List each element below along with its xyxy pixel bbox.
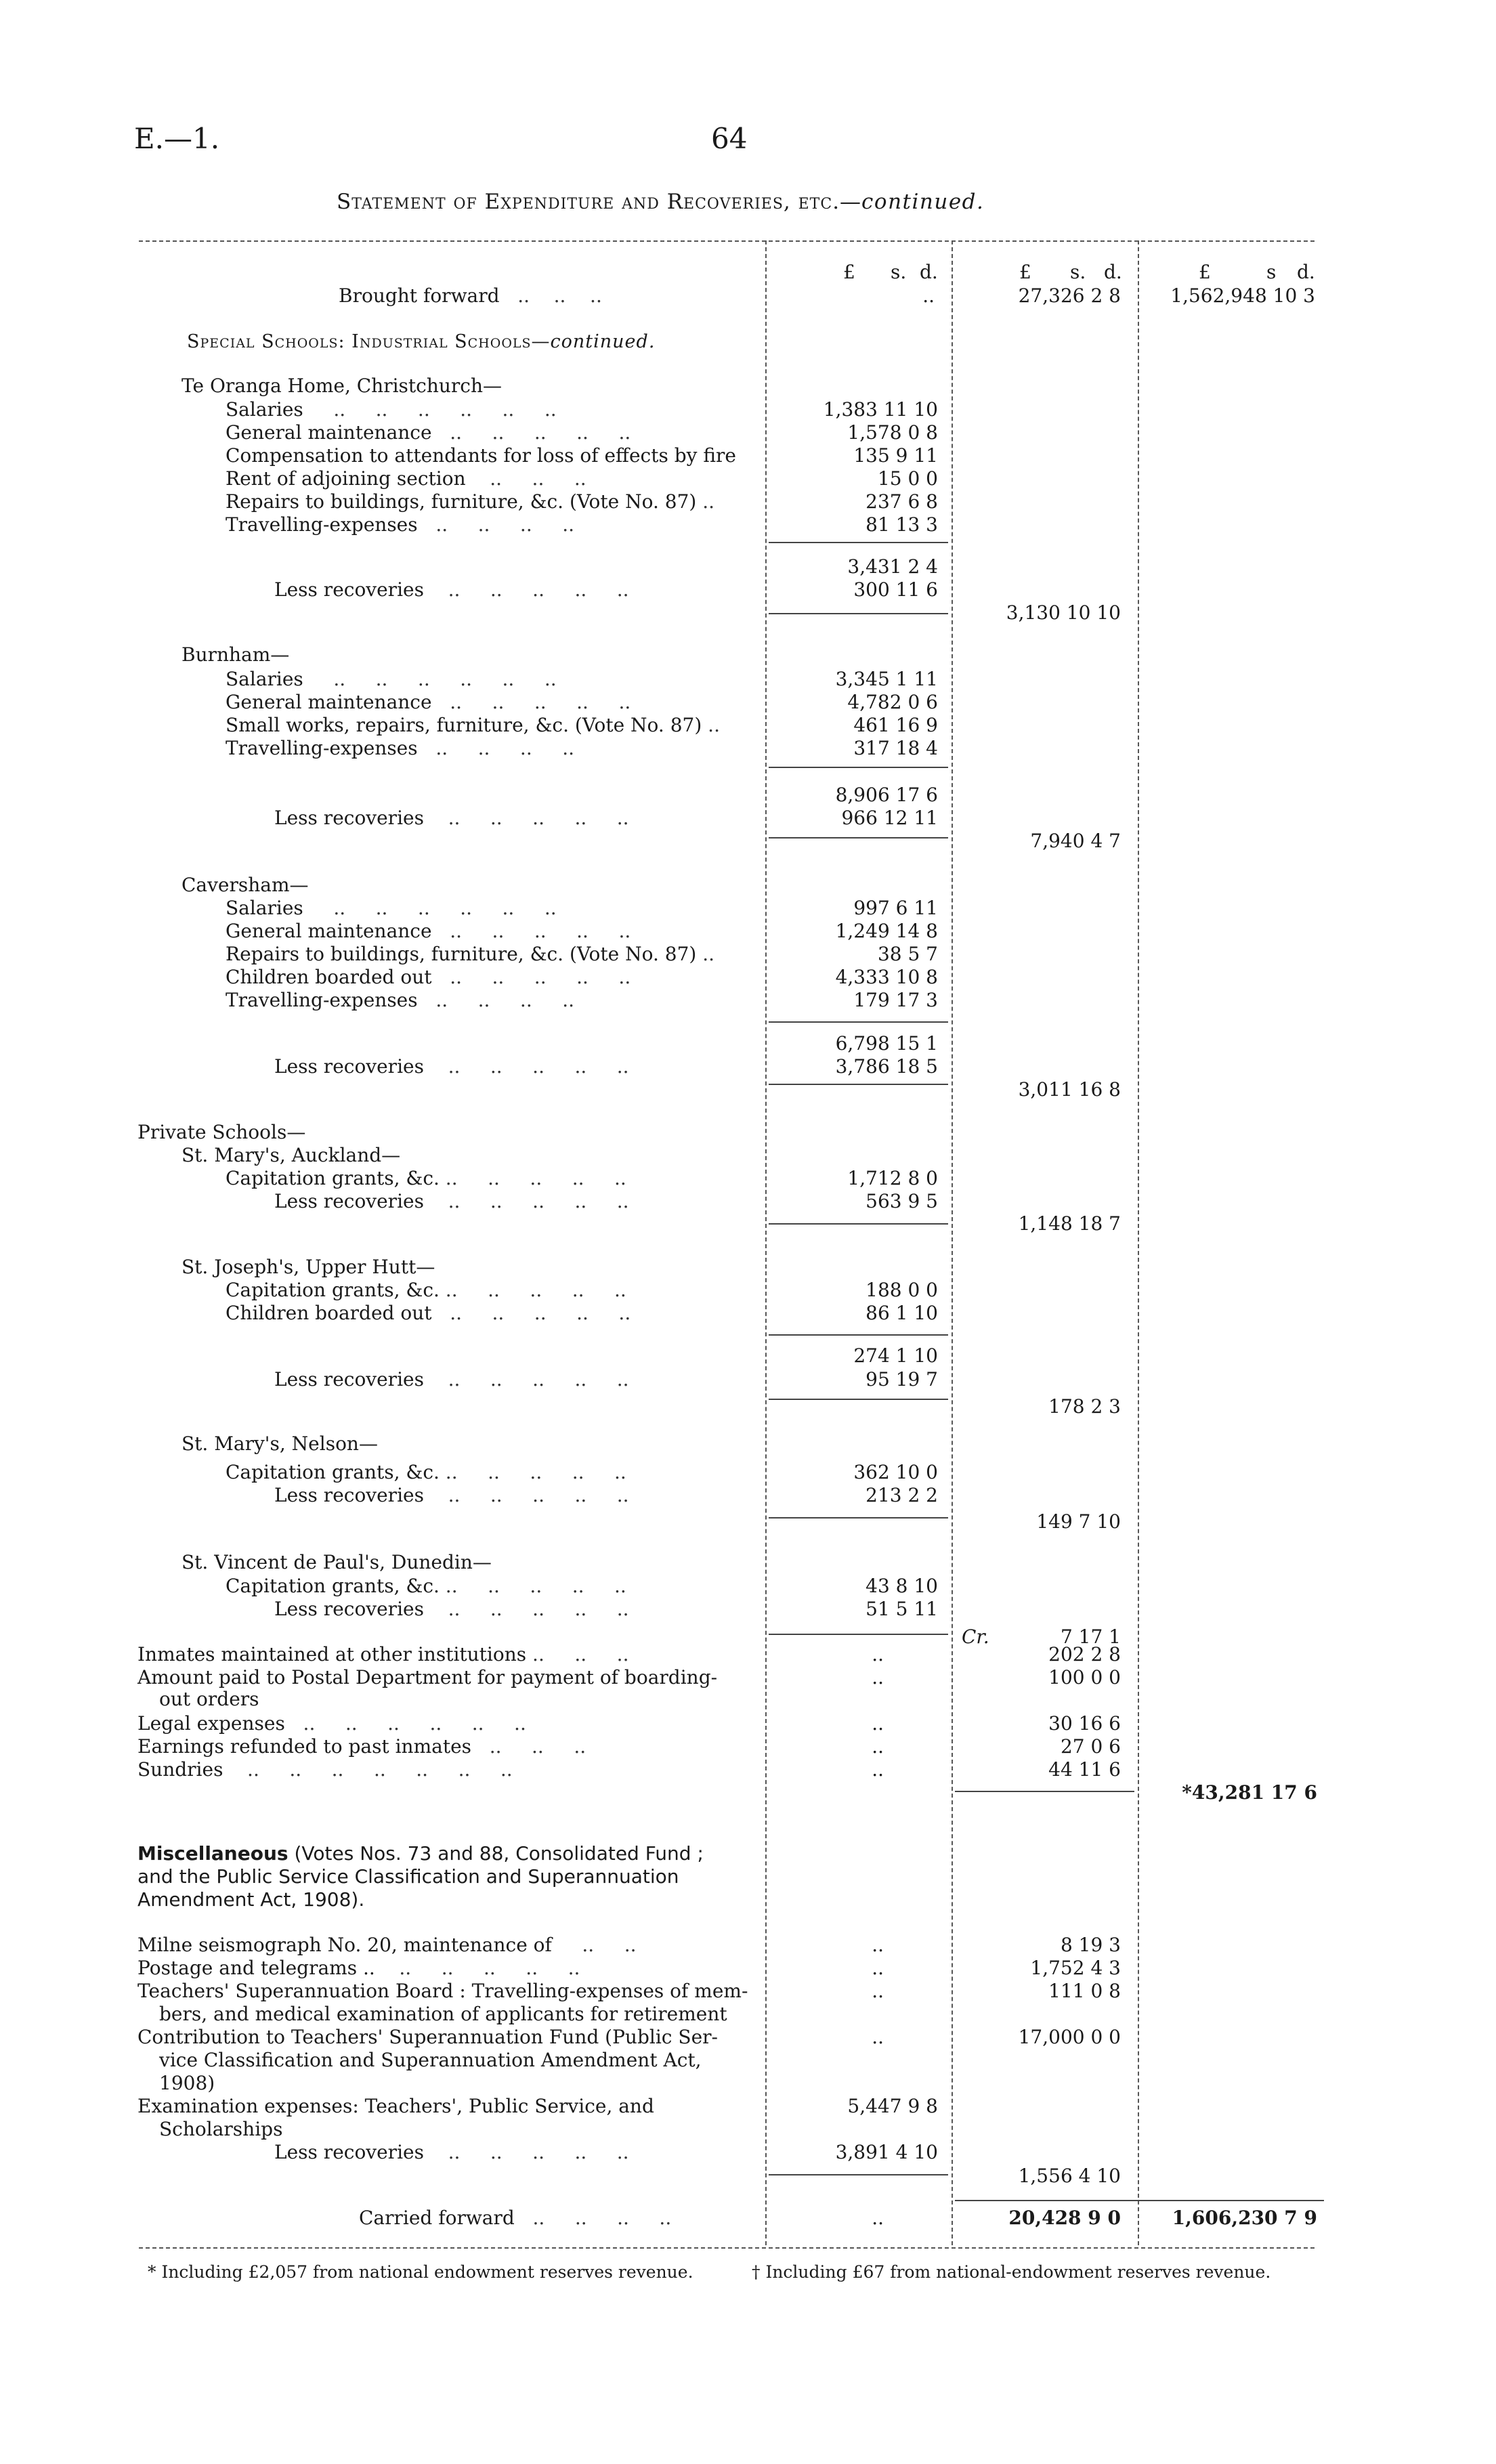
row-label: Brought forward .. .. .. — [339, 284, 602, 307]
sum-rule — [955, 2200, 1324, 2201]
pounds-header: £ — [843, 261, 855, 283]
bottom-rule — [139, 2247, 1317, 2249]
document-page: E.—1. 64 Statement of Expenditure and Recoveries, etc.—continued. £ s. d. £ s. d. £ s d. Brought forward .. .. .. .. 27,326 2 8 1,562,948 10 3 Special Schools: Industrial Schools—continued. Te Oranga Home, Christchurch— Salaries .. .. .. .. .. .. 1,383 11 10 General maintenance .. .. .. .. .. 1,578 0 8 Compensation to attendants for loss of effects by fire 135 9 11 Rent of adjoining section .. .. .. 15 0 0 Repairs to buildings, furniture, &c. (Vote No. 87) .. 237 6 8 Travelling-expenses .. .. .. .. 81 13 3 3,431 2 4 Less recoveries .. .. .. .. .. 300 11 6 3,130 10 10 Burnham— Salaries .. .. .. .. .. .. 3,345 1 11 General maintenance .. .. .. .. .. 4,782 0 6 Small works, repairs, furniture, &c. (Vote No. 87) .. 461 16 9 Travelling-expenses .. .. .. .. 317 18 4 8,906 17 6 Less recoveries .. .. .. .. .. 966 12 11 7,940 4 7 Caversham— Salaries .. .. .. .. .. .. 997 6 11 General maintenance .. .. .. .. .. 1,249 14 8 Repairs to buildings, furniture, &c. (Vote No. 87) .. 38 5 7 Children boarded out .. .. .. .. .. 4,333 10 8 Travelling-expenses .. .. .. .. 179 17 3 6,798 15 1 Less recoveries .. .. .. .. .. 3,786 18 5 3,011 16 8 Private Schools— St. Mary's, Auckland— Capitation grants, &c. .. .. .. .. .. 1,712 8 0 Less recoveries .. .. .. .. .. 563 9 5 1,148 18 7 St. Joseph's, Upper Hutt— Capitation grants, &c. .. .. .. .. .. 188 0 0 Children boarded out .. .. .. .. .. 86 1 10 274 1 10 Less recoveries .. .. .. .. .. 95 19 7 178 2 3 St. Mary's, Nelson— Capitation grants, &c. .. .. .. .. .. 362 10 0 Less recoveries .. .. .. .. .. 213 2 2 149 7 10 St. Vincent de Paul's, Dunedin— Capitation grants, &c. .. .. .. .. .. 43 8 10 Less recoveries .. .. .. .. .. 51 5 11 Cr. 7 17 1 Inmates maintained at other institutions .. .. .. .. 202 2 8 Amount paid to Postal Department for payment of boarding- .. 100 0 0 out orders Legal expenses .. .. .. .. .. .. .. 30 16 6 Earnings refunded to past inmates .. .. .. .. 27 0 6 Sundries .. .. .. .. .. .. .. .. 44 11 6 *43,281 17 6 Miscellaneous (Votes Nos. 73 and 88, Consolidated Fund ; and the Public Service Classification and Superannuation Amendment Act, 1908). Milne seismograph No. 20, maintenance of .. .. .. 8 19 3 Postage and telegrams .. .. .. .. .. .. .. 1,752 4 3 Teachers' Superannuation Board : Travelling-expenses of mem- .. 111 0 8 bers, and medical examination of applicants for retirement Contribution to Teachers' Superannuation Fund (Public Ser- .. 17,000 0 0 vice Classification and Superannuation Amendment Act, 1908) Examination expenses: Teachers', Public Service, and 5,447 9 8 Scholarships Less recoveries .. .. .. .. .. 3,891 4 10 1,556 4 10 Carried forward .. .. .. .. .. 20,428 9 0 1,606,230 7 9 * Including £2,057 from national endowment reserves revenue. † Including £67 from national-endowment reserves revenue. — [0, 0, 1496, 2464]
shillings-header: s. — [891, 261, 907, 283]
shillings-header: s — [1266, 261, 1277, 283]
sum-rule — [769, 767, 948, 768]
sum-rule — [769, 1399, 948, 1400]
brought-forward-col2: 27,326 2 8 — [1018, 284, 1121, 307]
top-rule — [139, 240, 1317, 242]
column-separator — [1138, 240, 1139, 2245]
sum-rule — [769, 542, 948, 543]
sum-rule — [769, 1334, 948, 1336]
page-title — [337, 190, 984, 214]
special-heading-suffix: continued. — [550, 331, 656, 352]
sum-rule — [769, 1517, 948, 1518]
sum-rule — [769, 837, 948, 838]
special-heading-text: Special Schools: Industrial Schools— — [187, 331, 551, 352]
sum-rule — [769, 2174, 948, 2175]
sum-rule — [769, 1634, 948, 1635]
pence-header: d. — [920, 261, 938, 283]
footnote-national-endowment-dagger: † Including £67 from national-endowment reserves revenue. — [752, 2262, 1271, 2282]
sum-rule — [769, 1223, 948, 1225]
sum-rule — [769, 1021, 948, 1023]
sum-rule — [769, 613, 948, 614]
brought-forward-col3: 1,562,948 10 3 — [1170, 284, 1315, 307]
title-main: Statement of Expenditure and Recoveries, etc.— — [337, 190, 862, 214]
brought-forward-col1: .. — [922, 284, 935, 307]
credit-label: Cr. — [962, 1626, 989, 1648]
pounds-header: £ — [1019, 261, 1031, 283]
pence-header: d. — [1104, 261, 1122, 283]
document-code: E.—1. — [134, 122, 220, 155]
pence-header: d. — [1297, 261, 1315, 283]
sum-rule — [769, 1084, 948, 1085]
page-number: 64 — [711, 122, 748, 155]
shillings-header: s. — [1070, 261, 1086, 283]
pounds-header: £ — [1199, 261, 1211, 283]
column-separator — [952, 240, 953, 2245]
sum-rule — [955, 1791, 1134, 1792]
footnote-national-endowment: * Including £2,057 from national endowment reserves revenue. — [148, 2262, 693, 2282]
title-suffix: continued. — [861, 190, 985, 214]
